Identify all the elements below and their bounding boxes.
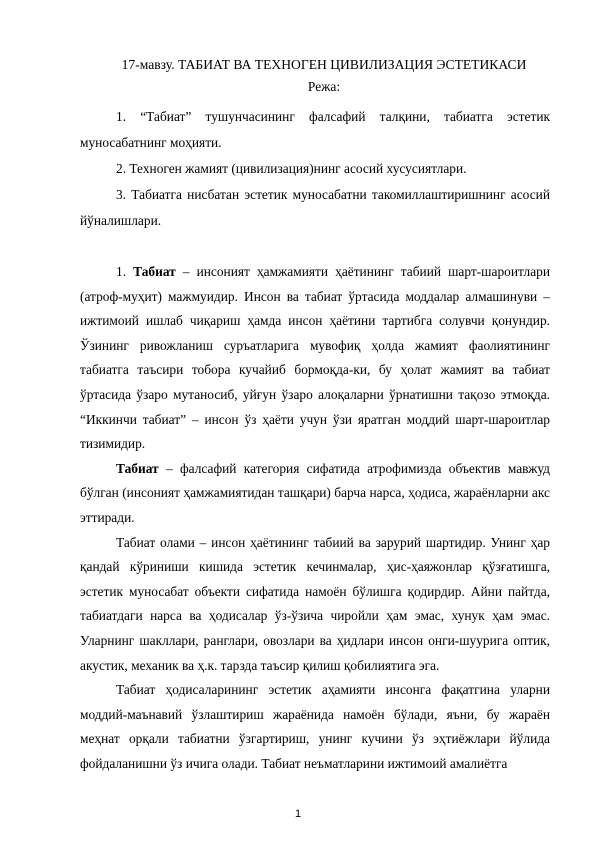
- paragraph-text: – инсоният ҳамжамияти ҳаётининг табиий шарт-шароитлари (атроф-муҳит) мажмуидир. Инсон ва табиат ўртасида моддалар алмашинуви – ижтимоий ишлаб чиқариш ҳамда инсон ҳаётини тартибга солувчи қонундир. Ўзининг ривожланиш суръатларига мувофиқ ҳолда жамият фаолиятининг табиатга таъсири тобора кучайиб бормоқда-ки, бу ҳолат жамият ва табиат ўртасида ўзаро мутаносиб, уйғун ўзаро алоқаларни ўрнатишни тақозо этмоқда. “Иккинчи табиат” – инсон ўз ҳаёти учун ўзи яратган моддий шарт-шароитлар тизимидир.: [80, 264, 551, 452]
- document-body: [80, 104, 550, 776]
- bold-term: Табиат: [133, 264, 176, 279]
- plan-item: 1. “Табиат” тушунчасининг фалсафий талқини, табиатга эстетик муносабатнинг моҳияти.: [80, 109, 550, 150]
- plan-item: 2. Техноген жамият (цивилизация)нинг асосий хусусиятлари.: [116, 161, 467, 176]
- document-title: 17-мавзу. ТАБИАТ ВА ТЕХНОГЕН ЦИВИЛИЗАЦИЯ ЭСТЕТИКАСИ: [121, 57, 527, 72]
- plan-list: [80, 104, 550, 234]
- paragraph-text: – фалсафий категория сифатида атрофимизда объектив мавжуд бўлган (инсоният ҳамжамиятидан ташқари) барча нарса, ҳодиса, жараёнларни акс эттиради.: [80, 460, 550, 525]
- page-number: 1: [294, 808, 302, 820]
- paragraph: [80, 531, 550, 679]
- plan-item: 3. Табиатга нисбатан эстетик муносабатни такомиллаштиришнинг асосий йўналишлари.: [80, 187, 550, 228]
- paragraph: [80, 457, 550, 531]
- paragraph: [80, 678, 550, 776]
- paragraph-text: Табиат олами – инсон ҳаётининг табиий ва зарурий шартидир. Унинг ҳар қандай кўриниши кишида эстетик кечинмалар, ҳис-ҳаяжонлар қўзғатишга, эстетик муносабат объекти сифатида намоён бўлишга қодирдир. Айни пайтда, табиатдаги нарса ва ҳодисалар ўз-ўзича чиройли ҳам эмас, хунук ҳам эмас. Уларнинг шакллари, ранглари, овозлари ва ҳидлари инсон онги-шуурига оптик, акустик, механик ва ҳ.к. тарзда таъсир қилиш қобилиятига эга.: [80, 534, 550, 673]
- paragraph: [80, 260, 550, 457]
- paragraph-prefix: 1.: [116, 264, 134, 279]
- paragraph-text: Табиат ҳодисаларининг эстетик аҳамияти инсонга фақатгина уларни моддий-маънавий ўзлаштириш жараёнида намоён бўлади, яъни, бу жараён меҳнат орқали табиатни ўзгартириш, унинг кучини ўз эҳтиёжлари йўлида фойдаланишни ўз ичига олади. Табиат неъматларини ижтимоий амалиётга: [80, 682, 550, 771]
- plan-heading: Режа:: [307, 79, 341, 94]
- bold-term: Табиат: [116, 460, 159, 476]
